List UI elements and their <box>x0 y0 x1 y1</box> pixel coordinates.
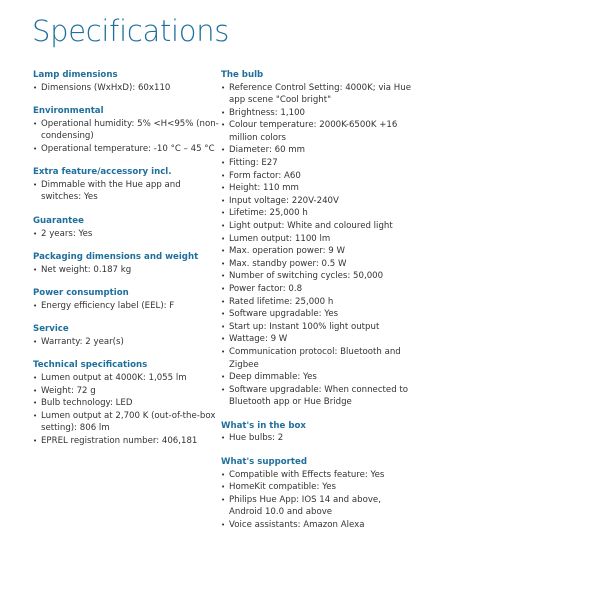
spec-item: • Diameter: 60 mm <box>221 144 411 157</box>
section-heading: Technical specifications <box>33 360 148 371</box>
section-heading: Lamp dimensions <box>33 70 118 80</box>
section-heading: Power consumption <box>33 288 129 299</box>
section-heading: Service <box>33 324 69 335</box>
spec-section <box>33 359 223 447</box>
spec-item: • Max. standby power: 0.5 W <box>221 258 411 271</box>
spec-item: • 2 years: Yes <box>33 228 223 241</box>
spec-item: • EPREL registration number: 406,181 <box>33 435 223 448</box>
spec-item: • HomeKit compatible: Yes <box>221 481 411 494</box>
section-heading: The bulb <box>221 70 264 80</box>
spec-section <box>221 456 411 531</box>
spec-item: • Software upgradable: Yes <box>221 308 411 321</box>
spec-item: • Net weight: 0.187 kg <box>33 264 223 277</box>
spec-section <box>221 420 411 445</box>
spec-list <box>33 82 223 95</box>
spec-section <box>33 166 223 204</box>
spec-section <box>221 69 411 409</box>
spec-list <box>221 432 411 445</box>
spec-item: • Philips Hue App: IOS 14 and above, Android 10.0 and above <box>221 494 411 519</box>
spec-item: • Compatible with Effects feature: Yes <box>221 469 411 482</box>
section-heading: What's supported <box>221 457 308 468</box>
spec-item: • Power factor: 0.8 <box>221 283 411 296</box>
spec-item: • Warranty: 2 year(s) <box>33 336 223 349</box>
spec-item: • Form factor: A60 <box>221 170 411 183</box>
section-heading: Packaging dimensions and weight <box>33 252 199 263</box>
spec-item: • Reference Control Setting: 4000K; via Hue app scene "Cool bright" <box>221 82 411 107</box>
spec-item: • Weight: 72 g <box>33 385 223 398</box>
spec-item: • Lumen output at 2,700 K (out-of-the-box setting): 806 lm <box>33 410 223 435</box>
spec-item: • Bulb technology: LED <box>33 397 223 410</box>
spec-item: • Brightness: 1,100 <box>221 107 411 120</box>
spec-list <box>33 300 223 313</box>
spec-item: • Operational temperature: -10 °C – 45 °C <box>33 143 223 156</box>
left-column <box>33 69 223 459</box>
spec-list <box>221 82 411 409</box>
spec-item: • Max. operation power: 9 W <box>221 245 411 258</box>
section-heading: Extra feature/accessory incl. <box>33 167 172 178</box>
spec-item: • Software upgradable: When connected to Bluetooth app or Hue Bridge <box>221 384 411 409</box>
spec-list <box>33 372 223 448</box>
page-title: Specifications <box>32 14 230 48</box>
right-column <box>221 69 411 543</box>
spec-item: • Rated lifetime: 25,000 h <box>221 296 411 309</box>
spec-item: • Lifetime: 25,000 h <box>221 207 411 220</box>
spec-list <box>221 469 411 532</box>
spec-item: • Height: 110 mm <box>221 182 411 195</box>
spec-list <box>33 179 223 204</box>
spec-list <box>33 118 223 156</box>
spec-list <box>33 264 223 277</box>
spec-section <box>33 105 223 155</box>
spec-item: • Lumen output at 4000K: 1,055 lm <box>33 372 223 385</box>
spec-section <box>33 251 223 276</box>
spec-item: • Start up: Instant 100% light output <box>221 321 411 334</box>
spec-item: • Dimmable with the Hue app and switches: Yes <box>33 179 223 204</box>
spec-item: • Colour temperature: 2000K-6500K +16 million colors <box>221 119 411 144</box>
spec-item: • Light output: White and coloured light <box>221 220 411 233</box>
spec-item: • Hue bulbs: 2 <box>221 432 411 445</box>
spec-item: • Lumen output: 1100 lm <box>221 233 411 246</box>
spec-item: • Input voltage: 220V-240V <box>221 195 411 208</box>
section-heading: Environmental <box>33 106 104 117</box>
spec-item: • Voice assistants: Amazon Alexa <box>221 519 411 532</box>
spec-item: • Operational humidity: 5% <H<95% (non-condensing) <box>33 118 223 143</box>
spec-item: • Fitting: E27 <box>221 157 411 170</box>
spec-item: • Wattage: 9 W <box>221 333 411 346</box>
spec-item: • Dimensions (WxHxD): 60x110 <box>33 82 223 95</box>
spec-section <box>33 287 223 312</box>
spec-section <box>33 323 223 348</box>
section-heading: Guarantee <box>33 216 84 227</box>
spec-item: • Communication protocol: Bluetooth and Zigbee <box>221 346 411 371</box>
spec-item: • Deep dimmable: Yes <box>221 371 411 384</box>
spec-list <box>33 336 223 349</box>
section-heading: What's in the box <box>221 420 306 431</box>
spec-item: • Energy efficiency label (EEL): F <box>33 300 223 313</box>
spec-section <box>33 215 223 240</box>
spec-list <box>33 228 223 241</box>
spec-item: • Number of switching cycles: 50,000 <box>221 270 411 283</box>
spec-section <box>33 69 223 94</box>
